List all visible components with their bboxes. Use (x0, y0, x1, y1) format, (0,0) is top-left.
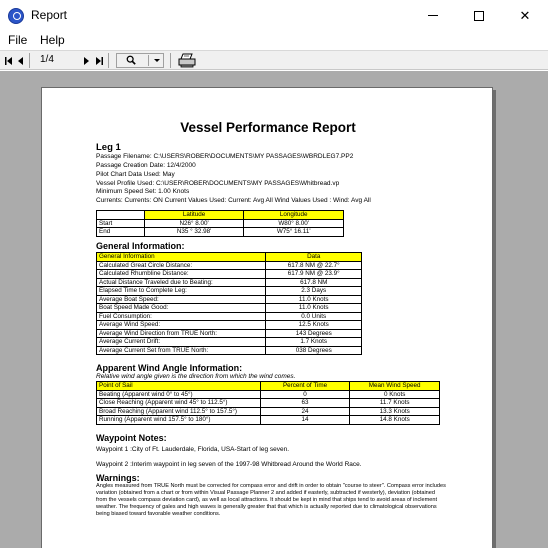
table-cell: Close Reaching (Apparent wind 45° to 112.5°) (97, 399, 261, 408)
table-row (97, 270, 362, 279)
table-header-row (97, 382, 440, 391)
toolbar-separator (170, 53, 171, 68)
table-cell: 0 (260, 390, 350, 399)
vessel-profile: Vessel Profile Used: C:\USER\ROBER\DOCUMENTS\MY PASSAGES\Whitbread.vp (96, 180, 340, 187)
table-cell: Boat Speed Made Good: (97, 304, 266, 313)
table-header-cell: Percent of Time (260, 382, 350, 391)
table-cell: 63 (260, 399, 350, 408)
next-page-icon (82, 57, 90, 65)
table-cell: Average Wind Direction from TRUE North: (97, 329, 266, 338)
menu-help[interactable]: Help (40, 33, 65, 47)
currents-line: Currents: Currents: ON Current Values Used: Current: Avg All Wind Values Used : Wind: Avg All (96, 197, 371, 204)
table-header-row (97, 211, 344, 220)
close-button[interactable] (502, 0, 548, 31)
table-row (97, 321, 362, 330)
table-header-row (97, 253, 362, 262)
table-cell: 143 Degrees (266, 329, 362, 338)
table-cell: Calculated Rhumbline Distance: (97, 270, 266, 279)
position-table (96, 210, 344, 237)
report-preview-area[interactable] (0, 71, 548, 548)
table-row (97, 416, 440, 425)
table-header-cell: Longitude (244, 211, 344, 220)
printer-icon (178, 53, 196, 68)
table-row (97, 346, 362, 355)
previous-page-icon (17, 57, 25, 65)
table-cell: Elapsed Time to Complete Leg: (97, 287, 266, 296)
table-cell: N26° 8.00' (144, 219, 244, 228)
table-cell: Running (Apparent wind 157.5° to 180°) (97, 416, 261, 425)
page-indicator: 1/4 (40, 54, 54, 65)
table-row (97, 329, 362, 338)
toolbar (0, 50, 548, 70)
close-icon: ✕ (519, 7, 531, 23)
table-cell: Average Wind Speed: (97, 321, 266, 330)
waypoint-note: Waypoint 1 :City of Ft. Lauderdale, Florida, USA-Start of leg seven. (96, 446, 290, 453)
table-cell: 12.5 Knots (266, 321, 362, 330)
warnings-heading: Warnings: (96, 473, 140, 483)
table-cell: 14.8 Knots (350, 416, 440, 425)
pilot-chart-data: Pilot Chart Data Used: May (96, 171, 175, 178)
table-row (97, 261, 362, 270)
next-page-button[interactable] (80, 53, 92, 68)
previous-page-button[interactable] (15, 53, 27, 68)
table-header-cell: Mean Wind Speed (350, 382, 440, 391)
table-cell: Broad Reaching (Apparent wind 112.5° to 157.5°) (97, 407, 261, 416)
report-page (41, 87, 493, 548)
minimize-button[interactable] (410, 0, 456, 31)
table-cell: W75° 16.11' (244, 228, 344, 237)
app-icon (8, 8, 24, 24)
table-cell: 14 (260, 416, 350, 425)
table-row (97, 278, 362, 287)
last-page-icon (95, 57, 103, 65)
table-cell: Fuel Consumption: (97, 312, 266, 321)
first-page-button[interactable] (3, 53, 15, 68)
zoom-dropdown[interactable] (116, 53, 164, 68)
table-header-cell: General Information (97, 253, 266, 262)
table-header-cell: Data (266, 253, 362, 262)
table-header-cell: Point of Sail (97, 382, 261, 391)
table-row (97, 407, 440, 416)
table-cell: 038 Degrees (266, 346, 362, 355)
table-row (97, 312, 362, 321)
table-cell: 0.0 Units (266, 312, 362, 321)
table-cell: Average Boat Speed: (97, 295, 266, 304)
minimum-speed: Minimum Speed Set: 1.00 Knots (96, 188, 190, 195)
warnings-text: Angles measured from TRUE North must be corrected for compass error and drift in order to obtain "course to steer". Compass error includes variation (obtained from a chart or from within Visual Passage Planner 2 and added if easterly, subtracted if westerly), deviation (obtained from the vessels compass deviation card), as well as local attractions. It should be kept in mind that ships tend to avoid areas of inclement weather. The frequency of gales and high waves is generally greater that that which is actually reported due to climatological observations being biased toward favorable weather conditions. (96, 483, 446, 517)
table-row (97, 390, 440, 399)
table-cell: 0 Knots (350, 390, 440, 399)
leg-heading: Leg 1 (96, 142, 121, 153)
table-header-cell (97, 211, 145, 220)
general-info-table (96, 252, 362, 355)
general-info-heading: General Information: (96, 241, 185, 251)
table-cell: 2.3 Days (266, 287, 362, 296)
menu-bar (0, 31, 548, 50)
wind-angle-table (96, 381, 440, 425)
table-cell: 617.8 NM (266, 278, 362, 287)
table-cell: 11.0 Knots (266, 295, 362, 304)
toolbar-separator (108, 53, 109, 68)
table-cell: End (97, 228, 145, 237)
table-cell: 11.7 Knots (350, 399, 440, 408)
wind-angle-heading: Apparent Wind Angle Information: (96, 363, 243, 373)
table-row (97, 219, 344, 228)
table-cell: 1.7 Knots (266, 338, 362, 347)
table-row (97, 295, 362, 304)
table-row (97, 287, 362, 296)
table-cell: W80° 8.00' (244, 219, 344, 228)
waypoint-note: Waypoint 2 :Interim waypoint in leg seven of the 1997-98 Whitbread Around the World Race. (96, 461, 362, 468)
table-cell: Start (97, 219, 145, 228)
window-title: Report (31, 8, 68, 22)
table-row (97, 304, 362, 313)
magnifier-icon (126, 55, 136, 65)
table-cell: 24 (260, 407, 350, 416)
first-page-icon (5, 57, 13, 65)
table-cell: Actual Distance Traveled due to Beating: (97, 278, 266, 287)
report-title: Vessel Performance Report (180, 120, 356, 135)
table-row (97, 228, 344, 237)
title-bar[interactable] (0, 0, 548, 31)
minimize-icon (428, 15, 438, 16)
zoom-divider (148, 55, 149, 66)
table-cell: 617.9 NM @ 23.9° (266, 270, 362, 279)
table-cell: Average Current Set from TRUE North: (97, 346, 266, 355)
wind-angle-subtitle: Relative wind angle given is the direction from which the wind comes. (96, 373, 296, 380)
passage-filename: Passage Filename: C:\USERS\ROBER\DOCUMENTS\MY PASSAGES\WBRDLEG7.PP2 (96, 153, 354, 160)
table-cell: Average Current Drift: (97, 338, 266, 347)
table-row (97, 338, 362, 347)
chevron-down-icon (153, 54, 161, 66)
waypoint-notes-heading: Waypoint Notes: (96, 433, 167, 443)
last-page-button[interactable] (93, 53, 105, 68)
table-cell: N35 ° 32.98' (144, 228, 244, 237)
print-button[interactable] (178, 53, 196, 68)
maximize-icon (474, 11, 484, 21)
table-cell: 617.8 NM @ 22.7° (266, 261, 362, 270)
table-cell: Beating (Apparent wind 0° to 45°) (97, 390, 261, 399)
table-cell: 11.0 Knots (266, 304, 362, 313)
passage-creation-date: Passage Creation Date: 12/4/2000 (96, 162, 196, 169)
toolbar-separator (29, 53, 30, 68)
maximize-button[interactable] (456, 0, 502, 31)
table-header-cell: Latitude (144, 211, 244, 220)
table-cell: 13.3 Knots (350, 407, 440, 416)
table-row (97, 399, 440, 408)
table-cell: Calculated Great Circle Distance: (97, 261, 266, 270)
menu-file[interactable]: File (8, 33, 28, 47)
